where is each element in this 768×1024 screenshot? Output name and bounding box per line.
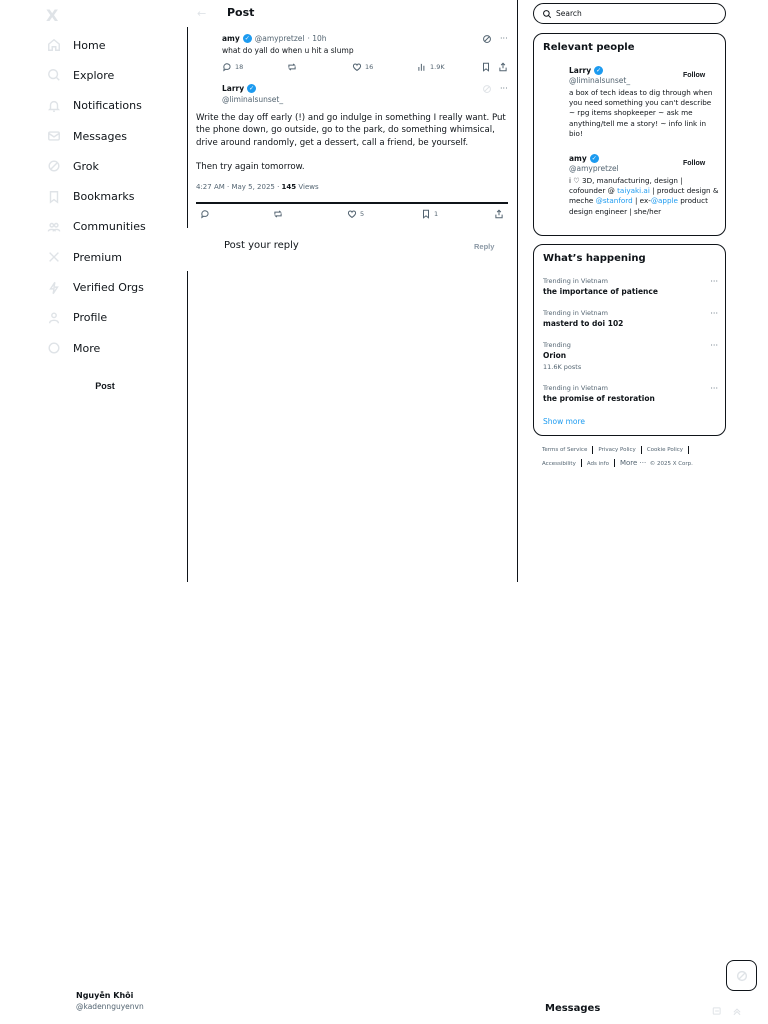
trend-category: Trending in Vietnam [543,384,608,392]
like-count: 16 [365,63,374,71]
grok-icon [735,969,749,983]
main-post-author[interactable] [222,84,283,104]
column-divider [187,271,188,582]
footer-link-more[interactable]: More ··· [619,458,647,467]
sidebar-item-communities[interactable] [46,212,186,242]
like-action[interactable] [352,62,373,72]
verified-badge-icon: ✓ [249,85,255,92]
trend-topic: the importance of patience [543,287,658,296]
sidebar-item-grok[interactable] [46,151,186,181]
reply-button[interactable]: Reply [474,242,495,251]
home-icon [46,37,62,53]
sidebar-item-explore[interactable] [46,60,186,90]
sidebar-item-bookmarks[interactable] [46,181,186,211]
trend-post-count: 11.6K posts [543,363,582,371]
views-icon [417,62,427,72]
search-icon [542,9,552,19]
trend-topic: Orion [543,351,567,360]
repost-action[interactable] [287,62,297,72]
bookmark-icon [421,209,431,219]
grok-floating-button[interactable] [726,960,757,991]
person-handle[interactable]: @liminalsunset_ [569,76,631,85]
bookmark-icon [46,189,62,205]
back-arrow-icon[interactable]: ← [197,7,207,20]
more-options-icon[interactable]: ··· [710,384,718,393]
repost-icon [273,209,283,219]
bookmark-count: 1 [434,210,439,218]
search-input[interactable] [556,9,716,18]
trend-topic: masterd to doi 102 [543,319,624,328]
footer-link-cookie[interactable]: Cookie Policy [646,447,684,453]
bookmark-action[interactable] [481,62,491,72]
post-time: · 10h [307,34,327,43]
card-title: Relevant people [543,42,635,53]
post-author-line [222,84,283,93]
sidebar-item-label: Notifications [73,99,142,113]
post-views-count: 145 [281,183,297,191]
column-divider [187,27,188,228]
reply-input[interactable]: Post your reply [224,240,299,251]
account-switcher[interactable] [76,990,144,1012]
view-count: 1.9K [430,63,445,71]
trend-item[interactable] [543,384,718,403]
bio-link[interactable]: taiyaki.ai [617,186,650,196]
main-post-actions [196,209,508,221]
card-title: What’s happening [543,253,646,264]
post-timestamp[interactable]: 4:27 AM · May 5, 2025 · [196,183,282,191]
bookmark-icon [481,62,491,72]
repost-action[interactable] [273,209,283,219]
like-action[interactable] [347,209,364,219]
trend-category: Trending in Vietnam [543,277,608,285]
account-name: Nguyễn Khôi [76,991,134,1000]
heart-icon [347,209,357,219]
trend-item[interactable] [543,277,718,296]
people-icon [46,219,62,235]
messages-drawer-tools [712,1006,742,1016]
author-handle[interactable]: @liminalsunset_ [222,95,284,104]
x-icon [46,249,62,265]
reply-count: 18 [235,63,244,71]
whats-happening-card [533,244,726,436]
person-bio: a box of tech ideas to dig through when you need something you can't describe ~ rpg items shopkeeper ~ ask me anything/tell me a story! ~ info link in bio! [569,88,713,138]
bell-icon [46,98,62,114]
sidebar-item-profile[interactable] [46,303,186,333]
bio-link[interactable]: @apple [650,196,678,206]
messages-drawer-title[interactable]: Messages [545,1003,601,1014]
sidebar-item-label: Bookmarks [73,190,135,204]
reply-action[interactable] [200,209,210,219]
verified-badge-icon: ✓ [596,67,602,74]
parent-post[interactable] [222,34,512,55]
author-name[interactable]: Larry [222,84,245,93]
relevant-people-card [533,33,726,236]
more-options-icon[interactable]: ··· [710,309,718,318]
post-text: what do yall do when u hit a slump [222,46,354,55]
like-count: 5 [360,210,365,218]
sidebar-item-home[interactable] [46,30,186,60]
trend-category: Trending in Vietnam [543,309,608,317]
parent-post-tools [482,34,508,44]
chevron-up-icon[interactable] [732,1006,742,1016]
page-title: Post [227,6,255,19]
reply-icon [200,209,210,219]
sidebar-item-label: Communities [73,220,146,234]
post-paragraph: Then try again tomorrow. [196,162,305,173]
envelope-icon [46,128,62,144]
sidebar-item-label: More [73,341,101,355]
sidebar-item-more[interactable] [46,333,186,363]
verified-badge-icon: ✓ [591,155,597,162]
author-handle[interactable]: @amypretzel [254,34,305,43]
post-meta [196,183,319,191]
main-post-tools [482,84,508,94]
trend-item[interactable] [543,309,718,328]
more-circle-icon [46,340,62,356]
trend-topic: the promise of restoration [543,394,655,403]
grok-icon[interactable] [482,34,492,44]
trend-item[interactable] [543,341,718,371]
sidebar-item-label: Messages [73,129,127,143]
main-post-text [196,112,514,186]
divider [196,202,508,204]
views-action[interactable] [417,62,445,72]
post-views-label: Views [296,183,319,191]
copyright: © 2025 X Corp. [649,460,693,467]
sidebar-nav [46,30,186,363]
repost-icon [287,62,297,72]
reply-action[interactable] [222,62,243,72]
sidebar-item-messages[interactable] [46,121,186,151]
search-bar[interactable] [533,3,726,24]
footer-links [542,444,726,470]
share-icon [498,62,508,72]
sidebar-item-label: Profile [73,311,108,325]
person-name[interactable]: amy [569,154,587,163]
person-handle[interactable]: @amypretzel [569,164,619,173]
more-options-icon[interactable]: ··· [710,277,718,286]
verified-badge-icon: ✓ [244,35,250,42]
share-action[interactable] [494,209,504,219]
x-logo[interactable]: X [46,6,59,25]
more-options-icon[interactable]: ··· [500,34,508,43]
account-handle: @kadennguyenvn [76,1002,144,1011]
post-paragraph: Write the day off early (!) and go indulge in something I really want. Put the phone down, go outside, go to the park, do something whimsical, drive around randomly, get a dessert, call a friend, be yourself. [196,113,506,148]
column-divider [517,0,518,582]
person-name[interactable]: Larry [569,66,592,75]
show-more-link[interactable]: Show more [543,417,586,426]
more-options-icon[interactable]: ··· [500,84,508,93]
sidebar-item-label: Explore [73,68,115,82]
footer-link-accessibility[interactable]: Accessibility [542,460,576,467]
search-icon [46,67,62,83]
follow-button[interactable]: Follow [683,160,706,167]
lightning-icon [46,280,62,296]
author-name[interactable]: amy [222,34,240,43]
compose-message-icon[interactable] [712,1006,722,1016]
reply-icon [222,62,232,72]
share-icon [494,209,504,219]
sidebar-item-notifications[interactable] [46,91,186,121]
footer-link-ads[interactable]: Ads info [586,460,609,467]
person-bio: i ♡ 3D, manufacturing, design | cofounder @ taiyaki.ai | product design & meche @stanford | ex-@apple product design engineer | she/her [569,176,719,216]
share-action[interactable] [498,62,508,72]
person-icon [46,310,62,326]
sidebar-item-label: Premium [73,250,122,264]
sidebar-item-verified-orgs[interactable] [46,272,186,302]
grok-icon[interactable] [482,84,492,94]
sidebar-item-label: Grok [73,159,99,173]
heart-icon [352,62,362,72]
footer-link-terms[interactable]: Terms of Service [542,447,588,453]
bio-link[interactable]: @stanford [595,196,633,206]
parent-post-actions [222,62,512,72]
follow-button[interactable]: Follow [683,72,706,79]
post-author-line [222,34,512,43]
bookmark-action[interactable] [421,209,438,219]
sidebar-item-label: Home [73,38,106,52]
footer-link-privacy[interactable]: Privacy Policy [598,447,636,453]
sidebar-item-premium[interactable] [46,242,186,272]
trend-category: Trending [543,341,571,349]
more-options-icon[interactable]: ··· [710,341,718,350]
post-button[interactable]: Post [46,374,164,398]
grok-icon [46,158,62,174]
sidebar-item-label: Verified Orgs [73,281,144,295]
